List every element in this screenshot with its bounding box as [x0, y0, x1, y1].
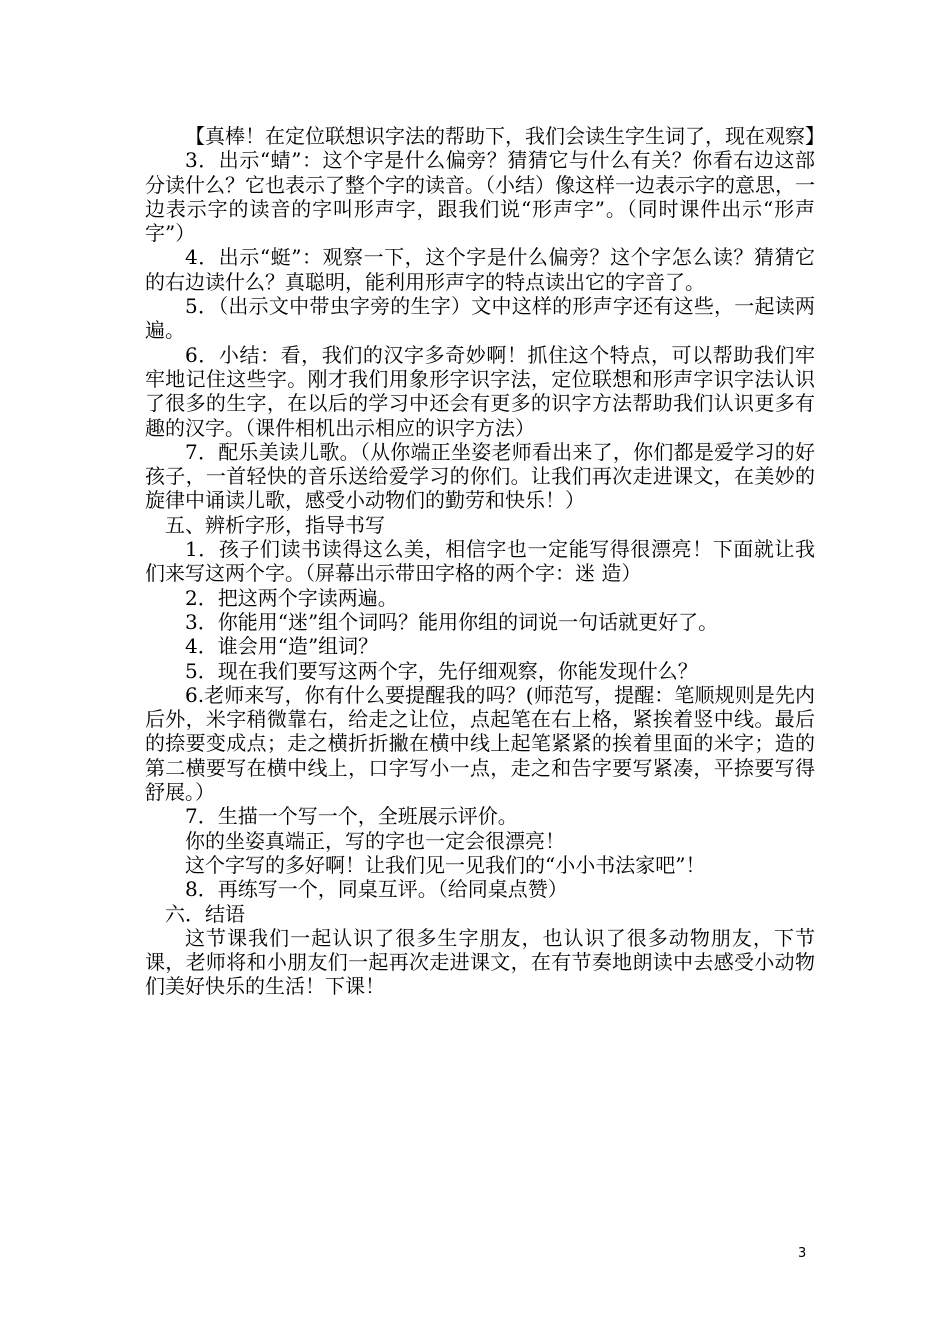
- paragraph: 你的坐姿真端正，写的字也一定会很漂亮！: [185, 828, 565, 853]
- paragraph: 2．把这两个字读两遍。: [185, 585, 398, 610]
- paragraph: 【真棒！在定位联想识字法的帮助下，我们会读生字生词了，现在观察】: [185, 124, 825, 148]
- paragraph: 3．你能用“迷”组个词吗？能用你组的词说一句话就更好了。: [185, 609, 719, 634]
- paragraph: 这节课我们一起认识了很多生字朋友，也认识了很多动物朋友，下节课，老师将和小朋友们一起再次走进课文，在有节奏地朗读中去感受小动物们美好快乐的生活！下课！: [145, 925, 815, 999]
- paragraph: 这个字写的多好啊！让我们见一见我们的“小小书法家吧”！: [185, 852, 706, 877]
- section-heading: 六．结语: [165, 901, 245, 926]
- paragraph: 3．出示“蜻”：这个字是什么偏旁？猜猜它与什么有关？你看右边这部分读什么？它也表示了整个字的读音。（小结）像这样一边表示字的意思，一边表示字的读音的字叫形声字，跟我们说“形声字”。（同时课件出示“形声字”）: [145, 148, 815, 246]
- paragraph: 7．配乐美读儿歌。（从你端正坐姿老师看出来了，你们都是爱学习的好孩子，一首轻快的音乐送给爱学习的你们。让我们再次走进课文，在美妙的旋律中诵读儿歌，感受小动物们的勤劳和快乐！）: [145, 439, 815, 513]
- paragraph: 1．孩子们读书读得这么美，相信字也一定能写得很漂亮！下面就让我们来写这两个字。（屏幕出示带田字格的两个字：迷 造）: [145, 537, 815, 586]
- paragraph: 5．现在我们要写这两个字，先仔细观察，你能发现什么？: [185, 658, 698, 683]
- paragraph: 5．（出示文中带虫字旁的生字）文中这样的形声字还有这些，一起读两遍。: [145, 294, 815, 343]
- document-body: [145, 124, 825, 999]
- page-number: 3: [798, 1246, 807, 1261]
- paragraph: 8．再练写一个，同桌互评。（给同桌点赞）: [185, 877, 568, 902]
- paragraph: 4．谁会用“造”组词？: [185, 634, 379, 659]
- paragraph: 7．生描一个写一个，全班展示评价。: [185, 804, 518, 829]
- paragraph: 6．小结：看，我们的汉字多奇妙啊！抓住这个特点，可以帮助我们牢牢地记住这些字。刚才我们用象形字识字法，定位联想和形声字识字法认识了很多的生字，在以后的学习中还会有更多的识字方法帮助我们认识更多有趣的汉字。（课件相机出示相应的识字方法）: [145, 342, 815, 440]
- section-heading: 五、辨析字形，指导书写: [165, 512, 385, 537]
- paragraph: 4．出示“蜓”：观察一下，这个字是什么偏旁？这个字怎么读？猜猜它的右边读什么？真聪明，能利用形声字的特点读出它的字音了。: [145, 245, 815, 294]
- paragraph: 6.老师来写，你有什么要提醒我的吗？(师范写，提醒：笔顺规则是先内后外，米字稍微靠右，给走之让位，点起笔在右上格，紧挨着竖中线。最后的捺要变成点；走之横折折撇在横中线上起笔紧紧的挨着里面的米字；造的第二横要写在横中线上，口字写小一点，走之和告字要写紧凑，平捺要写得舒展。）: [145, 682, 815, 805]
